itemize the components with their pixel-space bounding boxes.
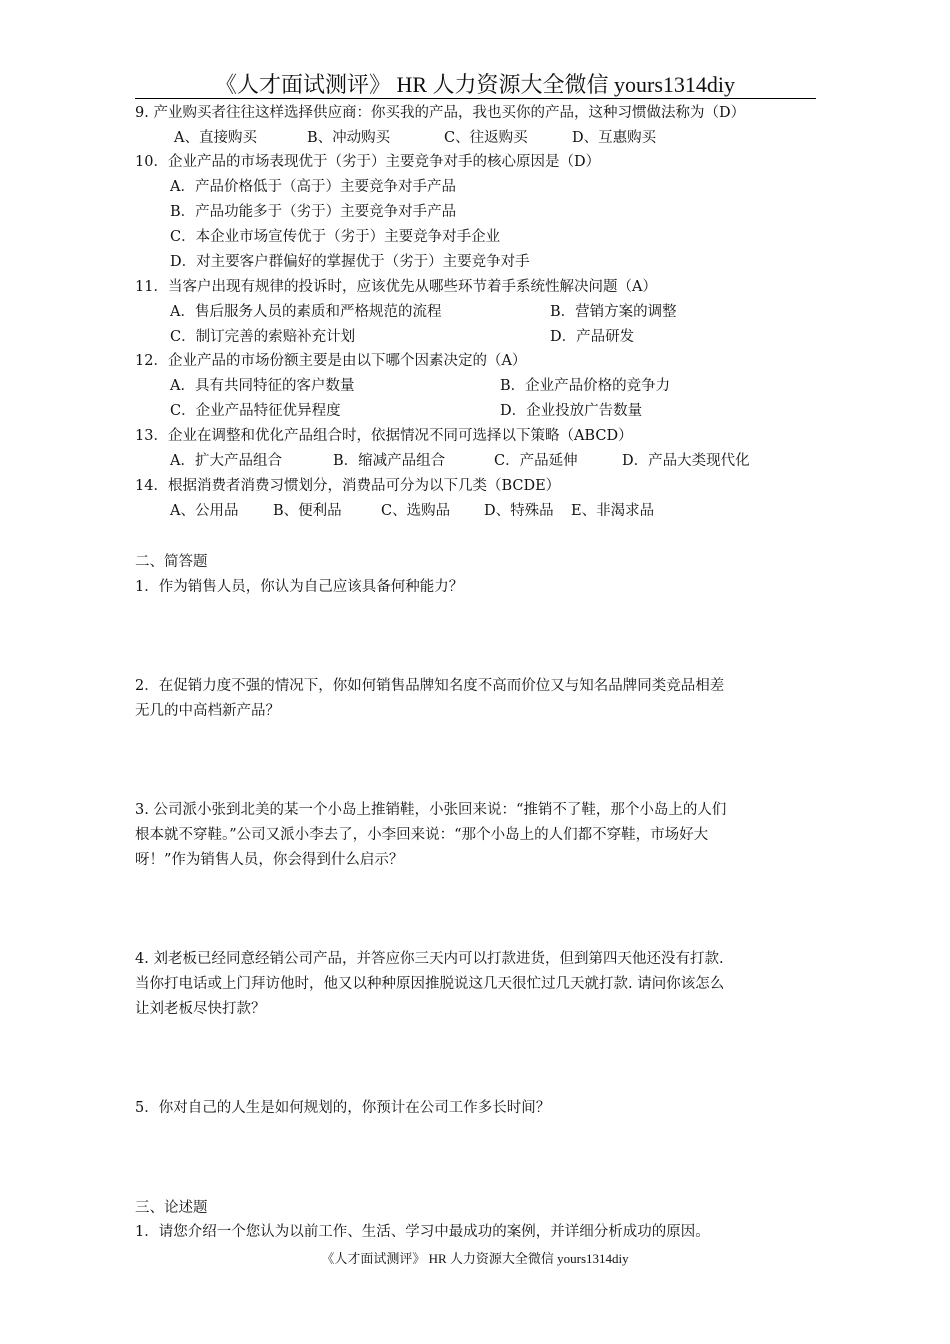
question-12-option-d: D．企业投放广告数量 bbox=[500, 403, 643, 419]
question-13-option-c: C．产品延伸 bbox=[494, 453, 578, 469]
question-11-option-b: B．营销方案的调整 bbox=[550, 304, 677, 320]
question-11-option-a: A．售后服务人员的素质和严格规范的流程 bbox=[170, 304, 442, 320]
short-answer-1-line-1: 1．作为销售人员，你认为自己应该具备何种能力？ bbox=[135, 579, 464, 595]
question-9-option-b: B、冲动购买 bbox=[307, 130, 391, 146]
question-14-option-d: D、特殊品 bbox=[484, 503, 554, 519]
question-12-option-b: B．企业产品价格的竞争力 bbox=[500, 378, 671, 394]
question-13-option-b: B．缩减产品组合 bbox=[333, 453, 446, 469]
question-14-stem: 14．根据消费者消费习惯划分，消费品可分为以下几类（BCDE） bbox=[135, 478, 561, 494]
short-answer-5-line-1: 5．你对自己的人生是如何规划的，你预计在公司工作多长时间？ bbox=[135, 1100, 551, 1116]
question-10-option-b: B．产品功能多于（劣于）主要竞争对手产品 bbox=[170, 204, 457, 220]
page-header: 《人才面试测评》 HR 人力资源大全微信 yours1314diy bbox=[214, 72, 736, 97]
page-footer: 《人才面试测评》 HR 人力资源大全微信 yours1314diy bbox=[321, 1251, 629, 1266]
question-10-option-a: A．产品价格低于（高于）主要竞争对手产品 bbox=[170, 179, 456, 195]
question-11-stem: 11．当客户出现有规律的投诉时，应该优先从哪些环节着手系统性解决问题（A） bbox=[135, 279, 657, 295]
question-14-option-c: C、选购品 bbox=[381, 503, 451, 519]
question-11-option-c: C．制订完善的索赔补充计划 bbox=[170, 329, 356, 345]
question-13-stem: 13．企业在调整和优化产品组合时，依据情况不同可选择以下策略（ABCD） bbox=[135, 428, 633, 444]
question-9-stem: 9. 产业购买者往往这样选择供应商：你买我的产品，我也买你的产品，这种习惯做法称为（D） bbox=[135, 105, 746, 121]
question-13-option-d: D．产品大类现代化 bbox=[622, 453, 750, 469]
short-answer-heading: 二、简答题 bbox=[135, 554, 208, 570]
header-rule bbox=[135, 98, 816, 99]
essay-1-line-1: 1．请您介绍一个您认为以前工作、生活、学习中最成功的案例，并详细分析成功的原因。 bbox=[135, 1224, 710, 1240]
question-12-stem: 12．企业产品的市场份额主要是由以下哪个因素决定的（A） bbox=[135, 353, 527, 369]
short-answer-4-line-3: 让刘老板尽快打款？ bbox=[135, 1001, 266, 1017]
question-14-option-b: B、便利品 bbox=[273, 503, 342, 519]
short-answer-3-line-1: 3. 公司派小张到北美的某一个小岛上推销鞋，小张回来说：“推销不了鞋，那个小岛上的人们 bbox=[135, 802, 727, 818]
question-14-option-a: A、公用品 bbox=[170, 503, 239, 519]
short-answer-3-line-2: 根本就不穿鞋。”公司又派小李去了，小李回来说：“那个小岛上的人们都不穿鞋，市场好大 bbox=[135, 827, 709, 843]
question-12-option-c: C．企业产品特征优异程度 bbox=[170, 403, 341, 419]
question-10-stem: 10．企业产品的市场表现优于（劣于）主要竞争对手的核心原因是（D） bbox=[135, 154, 601, 170]
question-14-option-e: E、非渴求品 bbox=[571, 503, 655, 519]
question-9-option-a: A、直接购买 bbox=[174, 130, 257, 146]
short-answer-2-line-2: 无几的中高档新产品？ bbox=[135, 703, 280, 719]
question-9-option-d: D、互惠购买 bbox=[572, 130, 657, 146]
short-answer-4-line-2: 当你打电话或上门拜访他时，他又以种种原因推脱说这几天很忙过几天就打款. 请问你该怎么 bbox=[135, 976, 725, 992]
question-12-option-a: A．具有共同特征的客户数量 bbox=[170, 378, 355, 394]
question-10-option-c: C．本企业市场宣传优于（劣于）主要竞争对手企业 bbox=[170, 229, 501, 245]
question-13-option-a: A．扩大产品组合 bbox=[170, 453, 282, 469]
question-10-option-d: D．对主要客户群偏好的掌握优于（劣于）主要竞争对手 bbox=[170, 254, 530, 270]
short-answer-4-line-1: 4. 刘老板已经同意经销公司产品，并答应你三天内可以打款进货，但到第四天他还没有打款. bbox=[135, 951, 724, 967]
question-11-option-d: D．产品研发 bbox=[550, 329, 635, 345]
question-9-option-c: C、往返购买 bbox=[444, 130, 528, 146]
short-answer-3-line-3: 呀！”作为销售人员，你会得到什么启示？ bbox=[135, 852, 404, 868]
essay-heading: 三、论述题 bbox=[135, 1200, 208, 1216]
short-answer-2-line-1: 2．在促销力度不强的情况下，你如何销售品牌知名度不高而价位又与知名品牌同类竞品相差 bbox=[135, 678, 725, 694]
